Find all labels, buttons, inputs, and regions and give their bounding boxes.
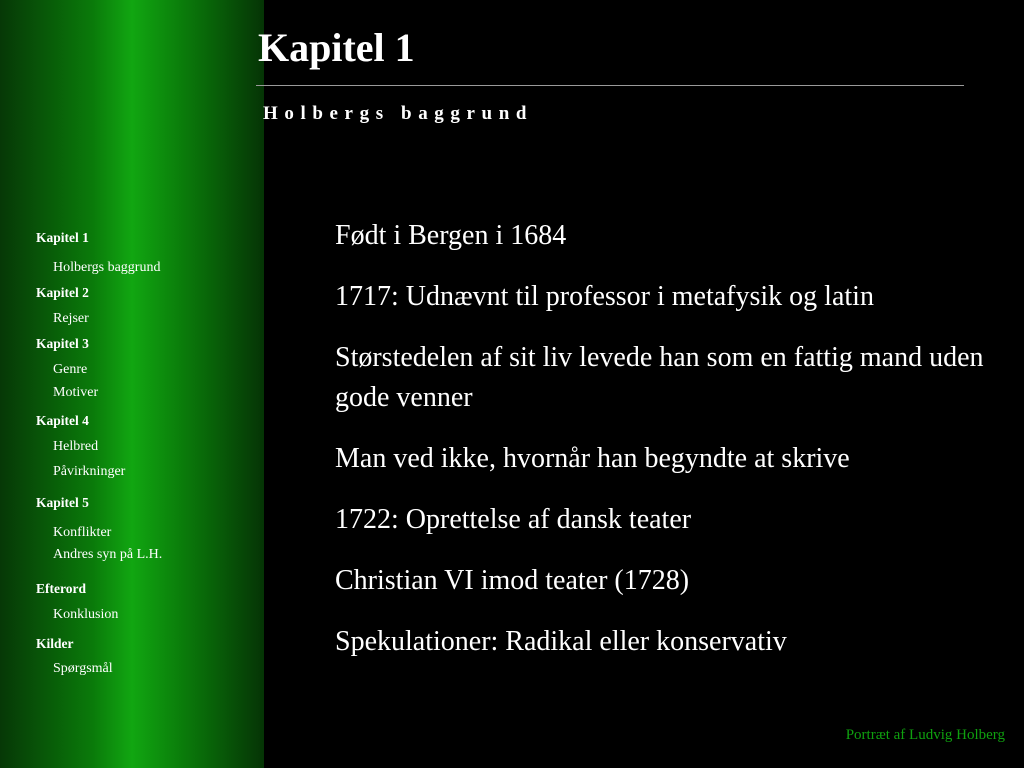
bullet-item: Størstedelen af sit liv levede han som en fattig mand uden gode venner [335, 342, 984, 413]
nav-konklusion[interactable]: Konklusion [53, 607, 119, 622]
bullet-item: 1722: Oprettelse af dansk teater [335, 504, 692, 535]
nav-sporgsmal[interactable]: Spørgsmål [53, 661, 113, 676]
nav-motiver[interactable]: Motiver [53, 385, 99, 400]
nav-kapitel-5[interactable]: Kapitel 5 [36, 495, 89, 510]
nav-andres-syn[interactable]: Andres syn på L.H. [53, 547, 163, 562]
nav-kilder[interactable]: Kilder [36, 636, 74, 651]
nav-rejser[interactable]: Rejser [53, 311, 89, 326]
nav-holbergs-baggrund[interactable]: Holbergs baggrund [53, 260, 161, 275]
nav-konflikter[interactable]: Konflikter [53, 525, 112, 540]
title-divider [256, 85, 964, 86]
sidebar-navigation [0, 0, 264, 768]
nav-helbred[interactable]: Helbred [53, 439, 99, 454]
portrait-caption-link[interactable]: Portræt af Ludvig Holberg [845, 727, 1005, 743]
nav-efterord[interactable]: Efterord [36, 581, 86, 596]
bullet-list [335, 216, 985, 683]
bullet-item: Man ved ikke, hvornår han begyndte at skrive [335, 443, 850, 474]
nav-kapitel-3[interactable]: Kapitel 3 [36, 336, 89, 351]
nav-genre[interactable]: Genre [53, 362, 88, 377]
nav-kapitel-4[interactable]: Kapitel 4 [36, 413, 89, 428]
nav-pavirkninger[interactable]: Påvirkninger [53, 464, 126, 479]
nav-kapitel-1[interactable]: Kapitel 1 [36, 230, 89, 245]
slide-subtitle: Holbergs baggrund [263, 103, 534, 124]
slide-title: Kapitel 1 [258, 25, 415, 70]
bullet-item: Spekulationer: Radikal eller konservativ [335, 626, 787, 657]
bullet-item: Født i Bergen i 1684 [335, 220, 567, 251]
nav-kapitel-2[interactable]: Kapitel 2 [36, 285, 89, 300]
bullet-item: 1717: Udnævnt til professor i metafysik og latin [335, 281, 874, 312]
bullet-item: Christian VI imod teater (1728) [335, 565, 690, 596]
